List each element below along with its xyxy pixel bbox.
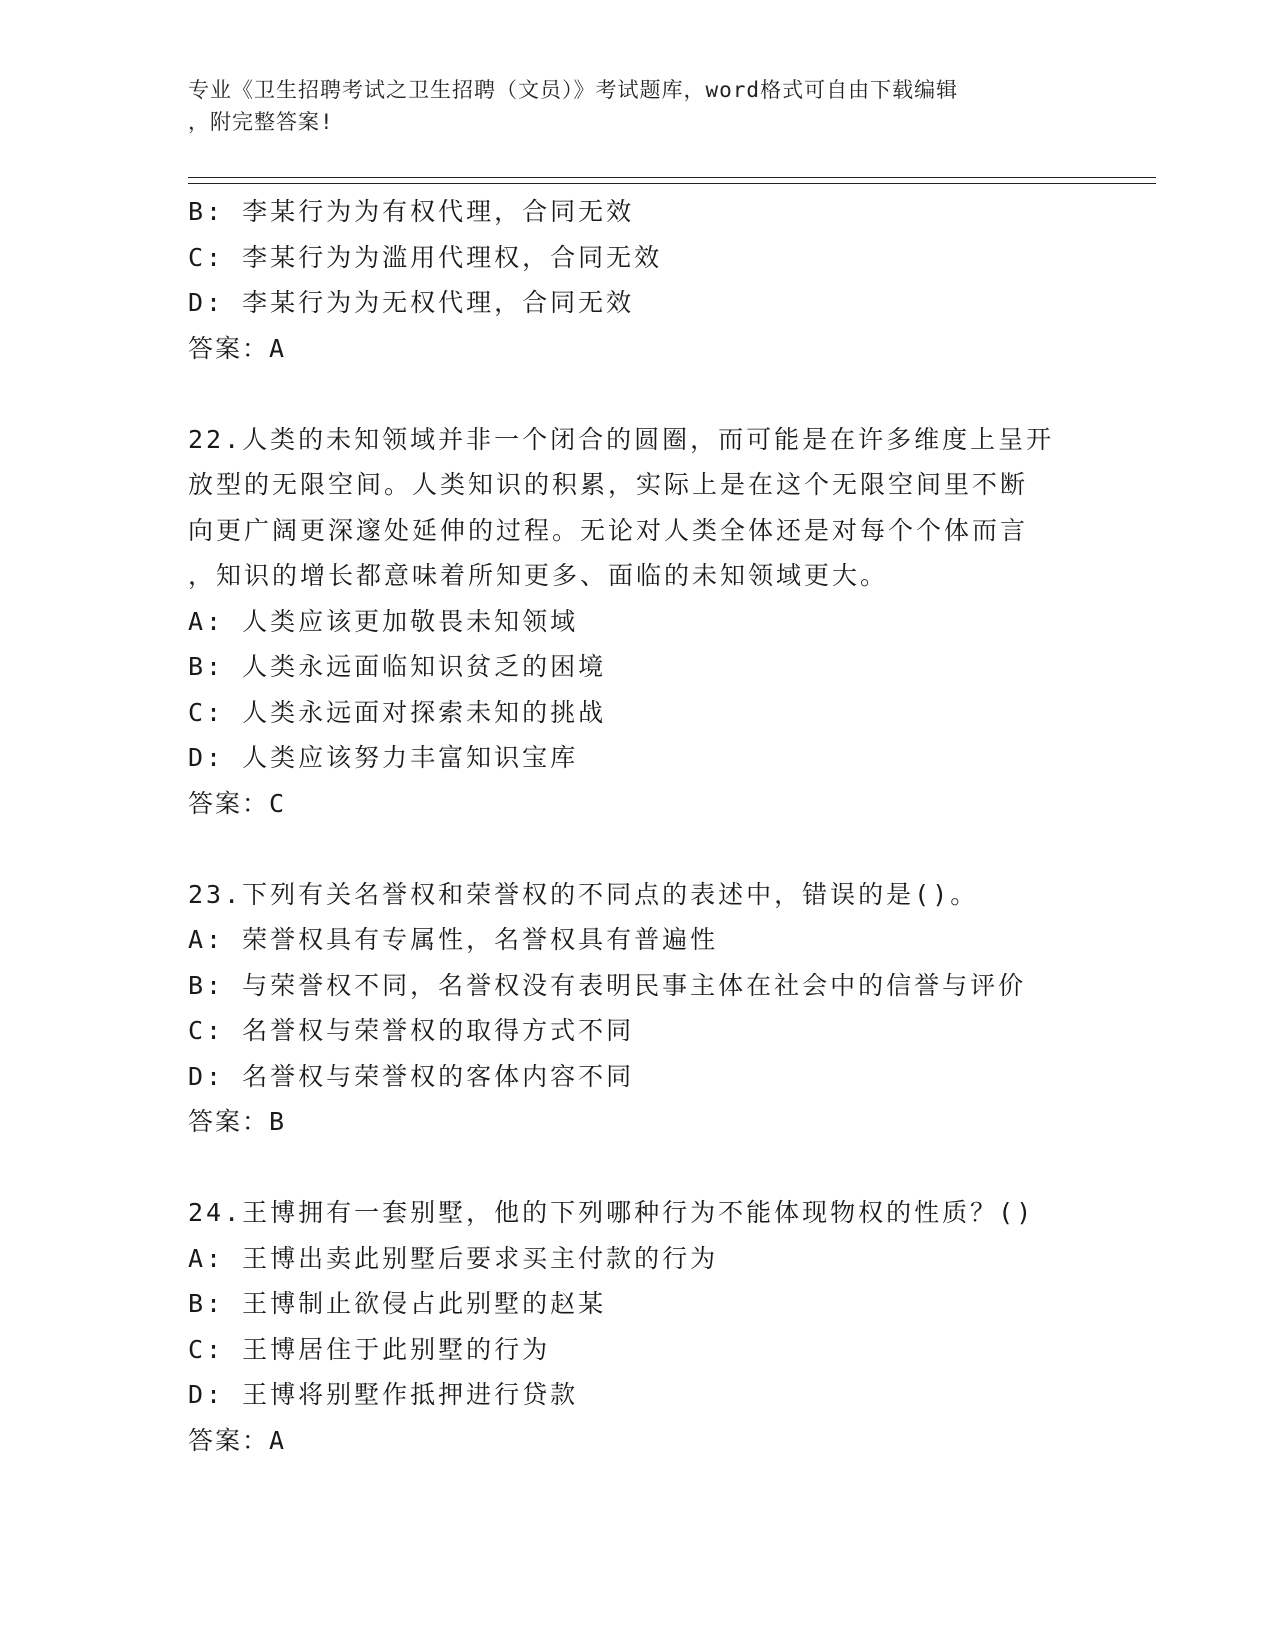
question-21-tail [188, 189, 1088, 371]
header-line-1: 专业《卫生招聘考试之卫生招聘（文员）》考试题库，word格式可自由下载编辑 [188, 78, 959, 102]
header-line-2: ，附完整答案! [188, 110, 334, 134]
answer-value: A [269, 1425, 287, 1455]
answer-label: 答案： [188, 1425, 270, 1455]
option-c: C: 人类永远面对探索未知的挑战 [188, 697, 607, 727]
answer-line [188, 326, 1088, 372]
answer-label: 答案： [188, 1107, 270, 1136]
answer-value: B [269, 1107, 287, 1136]
option-d: D: 人类应该努力丰富知识宝库 [188, 743, 579, 772]
question-stem-line: ，知识的增长都意味着所知更多、面临的未知领域更大。 [188, 561, 889, 590]
question-stem-line: 向更广阔更深邃处延伸的过程。无论对人类全体还是对每个个体而言 [188, 515, 1029, 545]
option-c: C: 王博居住于此别墅的行为 [188, 1334, 551, 1364]
document-header [188, 74, 1088, 138]
question-stem-line: 23.下列有关名誉权和荣誉权的不同点的表述中，错误的是()。 [188, 879, 979, 909]
answer-label: 答案： [188, 788, 270, 818]
answer-value: A [269, 333, 287, 363]
header-divider [188, 177, 1156, 184]
question-stem-line: 24.王博拥有一套别墅，他的下列哪种行为不能体现物权的性质？() [188, 1198, 1035, 1227]
option-b: B: 与荣誉权不同，名誉权没有表明民事主体在社会中的信誉与评价 [188, 970, 1027, 1000]
option-a: A: 人类应该更加敬畏未知领域 [188, 606, 579, 636]
answer-line [188, 1099, 1088, 1145]
question-list [188, 189, 1088, 1463]
option-b: B: 人类永远面临知识贫乏的困境 [188, 652, 607, 681]
question-22 [188, 417, 1088, 827]
option-d: D: 李某行为为无权代理，合同无效 [188, 288, 635, 317]
question-stem-line: 放型的无限空间。人类知识的积累，实际上是在这个无限空间里不断 [188, 470, 1029, 499]
option-d: D: 名誉权与荣誉权的客体内容不同 [188, 1061, 635, 1091]
option-a: A: 王博出卖此别墅后要求买主付款的行为 [188, 1243, 719, 1273]
question-24 [188, 1190, 1088, 1463]
answer-line [188, 1418, 1088, 1464]
option-c: C: 李某行为为滥用代理权，合同无效 [188, 242, 663, 272]
option-b: B: 李某行为为有权代理，合同无效 [188, 197, 635, 226]
option-d: D: 王博将别墅作抵押进行贷款 [188, 1380, 579, 1409]
answer-value: C [269, 788, 287, 818]
question-stem-line: 22.人类的未知领域并非一个闭合的圆圈，而可能是在许多维度上呈开 [188, 424, 1055, 454]
question-23 [188, 872, 1088, 1145]
answer-label: 答案： [188, 333, 270, 363]
answer-line [188, 781, 1088, 827]
option-b: B: 王博制止欲侵占此别墅的赵某 [188, 1289, 607, 1318]
option-a: A: 荣誉权具有专属性，名誉权具有普遍性 [188, 925, 719, 954]
option-c: C: 名誉权与荣誉权的取得方式不同 [188, 1016, 635, 1045]
